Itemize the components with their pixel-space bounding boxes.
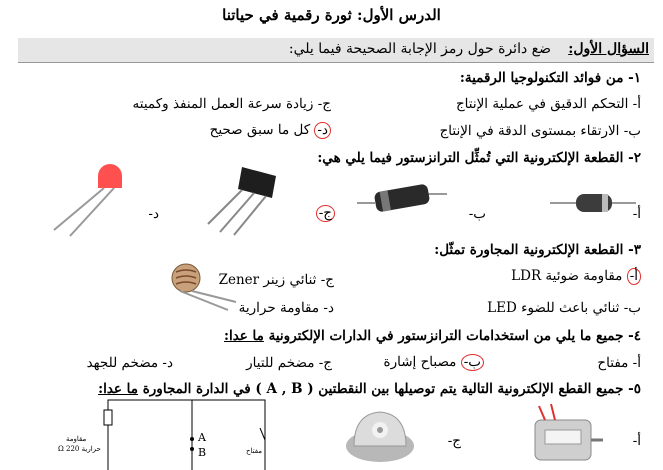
q1-option-b[interactable]: ب- الارتقاء بمستوى الدقة في الإنتاج bbox=[439, 123, 641, 139]
q4-text: ٤- جميع ما يلي من استخدامات الترانزستور في الدارات الإلكترونية bbox=[268, 328, 641, 344]
q4-option-c[interactable]: ج- مضخم للتيار bbox=[246, 355, 332, 371]
q2-option-a[interactable]: أ- bbox=[632, 206, 641, 222]
q3-option-b[interactable]: ب- ثنائي باعث للضوء LED bbox=[487, 300, 641, 316]
question-1: ١- من فوائد التكنولوجيا الرقمية: bbox=[459, 70, 641, 86]
q3-option-c[interactable]: ج- ثنائي زينر Zener bbox=[218, 272, 334, 288]
q4-answer-circle: ب- bbox=[461, 354, 484, 371]
resistor-label-2: حرارية Ω 220 bbox=[58, 445, 101, 453]
q2-option-d[interactable]: د- bbox=[148, 206, 159, 222]
section-label: السؤال الأول: bbox=[568, 41, 649, 57]
q1-option-a[interactable]: أ- التحكم الدقيق في عملية الإنتاج bbox=[455, 96, 641, 112]
point-a-label: A bbox=[198, 431, 206, 444]
q4-option-a[interactable]: أ- مفتاح bbox=[597, 355, 641, 371]
question-2: ٢- القطعة الإلكترونية التي تُمثِّل الترانزستور فيما يلي هي: bbox=[317, 150, 641, 166]
q4-option-d[interactable]: د- مضخم للجهد bbox=[86, 355, 173, 371]
section-instruction: ضع دائرة حول رمز الإجابة الصحيحة فيما يلي: bbox=[288, 41, 551, 57]
q4-except: ما عدا: bbox=[223, 328, 264, 344]
question-3: ٣- القطعة الإلكترونية المجاورة تمثّل: bbox=[434, 242, 641, 258]
q1-answer-circle: د- bbox=[314, 122, 331, 139]
page-title: الدرس الأول: ثورة رقمية في حياتنا bbox=[222, 6, 441, 24]
q1-option-c[interactable]: ج- زيادة سرعة العمل المنفذ وكميته bbox=[132, 96, 331, 112]
q5-option-c[interactable]: ج- bbox=[447, 433, 461, 449]
q4-option-b-text: مصباح إشارة bbox=[383, 354, 457, 370]
q2-answer-circle: ج- bbox=[316, 205, 335, 222]
switch-label: مفتاح bbox=[246, 447, 263, 455]
q1-option-d-text: كل ما سبق صحيح bbox=[209, 122, 311, 138]
q3-option-a-text: مقاومة ضوئية LDR bbox=[511, 268, 623, 284]
q2-option-b[interactable]: ب- bbox=[468, 206, 486, 222]
resistor-label-1: مقاومة bbox=[66, 435, 87, 443]
q3-answer-circle: أ- bbox=[627, 268, 641, 285]
q5-option-a[interactable]: أ- bbox=[632, 433, 641, 449]
point-b-label: B bbox=[198, 446, 207, 459]
q5-except: ما عدا: bbox=[98, 381, 139, 397]
q5-text: ٥- جميع القطع الإلكترونية التالية يتم توصيلها بين النقطتين ( A , B ) في الدارة المجاورة bbox=[142, 381, 641, 397]
q3-option-d[interactable]: د- مقاومة حرارية bbox=[238, 300, 334, 316]
